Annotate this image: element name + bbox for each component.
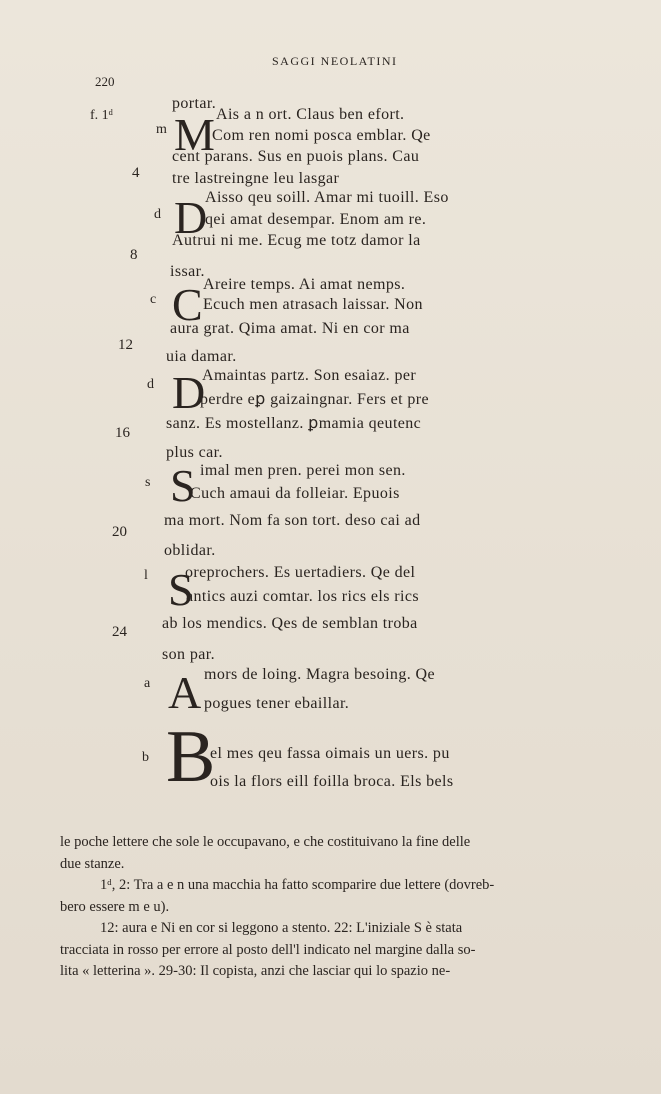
line-number: 12 <box>118 337 133 353</box>
verse-line: sanz. Es mostellanz. ꝑmamia qeutenc <box>166 415 422 432</box>
line-number: 20 <box>112 524 127 540</box>
verse-line: cent parans. Sus en puois plans. Cau <box>172 148 420 165</box>
verse-line: aura grat. Qima amat. Ni en cor ma <box>170 320 410 337</box>
margin-letter: l <box>144 568 148 583</box>
verse-line: Autrui ni me. Ecug me totz damor la <box>172 232 421 249</box>
verse-line: Com ren nomi posca emblar. Qe <box>212 127 431 144</box>
running-head: SAGGI NEOLATINI <box>272 54 398 68</box>
margin-letter: m <box>156 122 167 137</box>
folio-reference: f. 1ᵈ <box>90 108 114 123</box>
verse-line: Ais a n ort. Claus ben efort. <box>216 106 405 123</box>
line-number: 24 <box>112 624 127 640</box>
verse-line: Amaintas partz. Son esaiaz. per <box>202 367 417 384</box>
verse-line: Cuch amaui da folleiar. Epuois <box>190 485 400 502</box>
verse-line: tre lastreingne leu lasgar <box>172 170 340 187</box>
note-line: bero essere m e u). <box>60 898 170 915</box>
line-number: 16 <box>115 425 130 441</box>
initial-letter: D <box>174 192 208 243</box>
verse-line: antics auzi comtar. los rics els rics <box>186 588 419 605</box>
verse-line: mors de loing. Magra besoing. Qe <box>204 666 435 683</box>
note-line: lita « letterina ». 29-30: Il copista, anzi che lasciar qui lo spazio ne- <box>60 963 451 979</box>
verse-line: Areire temps. Ai amat nemps. <box>203 276 406 293</box>
line-number: 4 <box>132 165 140 181</box>
verse-line: ab los mendics. Qes de semblan troba <box>162 615 418 632</box>
note-line: 1ᵈ, 2: Tra a e n una macchia ha fatto scomparire due lettere (dovreb- <box>100 877 495 893</box>
verse-line: el mes qeu fassa oimais un uers. pu <box>210 745 450 762</box>
verse-line: ois la flors eill foilla broca. Els bels <box>210 773 454 790</box>
note-line: le poche lettere che sole le occupavano, e che costituivano la fine delle <box>60 834 471 850</box>
page-number: 220 <box>95 74 115 89</box>
note-line: tracciata in rosso per errore al posto dell'l indicato nel margine dalla so- <box>60 941 476 958</box>
verse-line: portar. <box>172 95 217 112</box>
verse-line: ma mort. Nom fa son tort. deso cai ad <box>164 512 421 529</box>
verse-line: perdre eꝑ gaizaingnar. Fers et pre <box>200 391 429 408</box>
margin-letter: a <box>144 676 151 691</box>
verse-line: uia damar. <box>166 348 237 365</box>
margin-letter: d <box>147 377 154 392</box>
footnotes <box>60 832 640 983</box>
initial-letter: C <box>172 279 203 330</box>
margin-letter: s <box>145 475 151 490</box>
note-line: 12: aura e Ni en cor si leggono a stento. 22: L'iniziale S è stata <box>100 920 463 936</box>
initial-letter: S <box>170 460 196 511</box>
margin-letter: c <box>150 292 157 307</box>
initial-letter: A <box>168 667 202 718</box>
verse-line: pogues tener ebaillar. <box>204 695 350 712</box>
line-number: 8 <box>130 247 138 263</box>
verse-line: Ecuch men atrasach laissar. Non <box>203 296 423 313</box>
verse-line: Aisso qeu soill. Amar mi tuoill. Eso <box>205 189 449 206</box>
initial-letter: S <box>168 564 194 615</box>
verse-line: issar. <box>170 263 205 280</box>
verse-line: son par. <box>162 646 215 663</box>
initial-letter: M <box>174 109 215 160</box>
margin-letter: d <box>154 207 161 222</box>
verse-line: imal men pren. perei mon sen. <box>200 462 406 479</box>
verse-line: qei amat desempar. Enom am re. <box>205 211 427 228</box>
verse-line: oreprochers. Es uertadiers. Qe del <box>185 564 416 581</box>
margin-letter: b <box>142 750 149 765</box>
initial-letter: D <box>172 367 206 418</box>
note-line: due stanze. <box>60 855 125 872</box>
initial-letter: B <box>166 716 216 798</box>
verse-line: plus car. <box>166 444 223 461</box>
verse-line: oblidar. <box>164 542 216 559</box>
